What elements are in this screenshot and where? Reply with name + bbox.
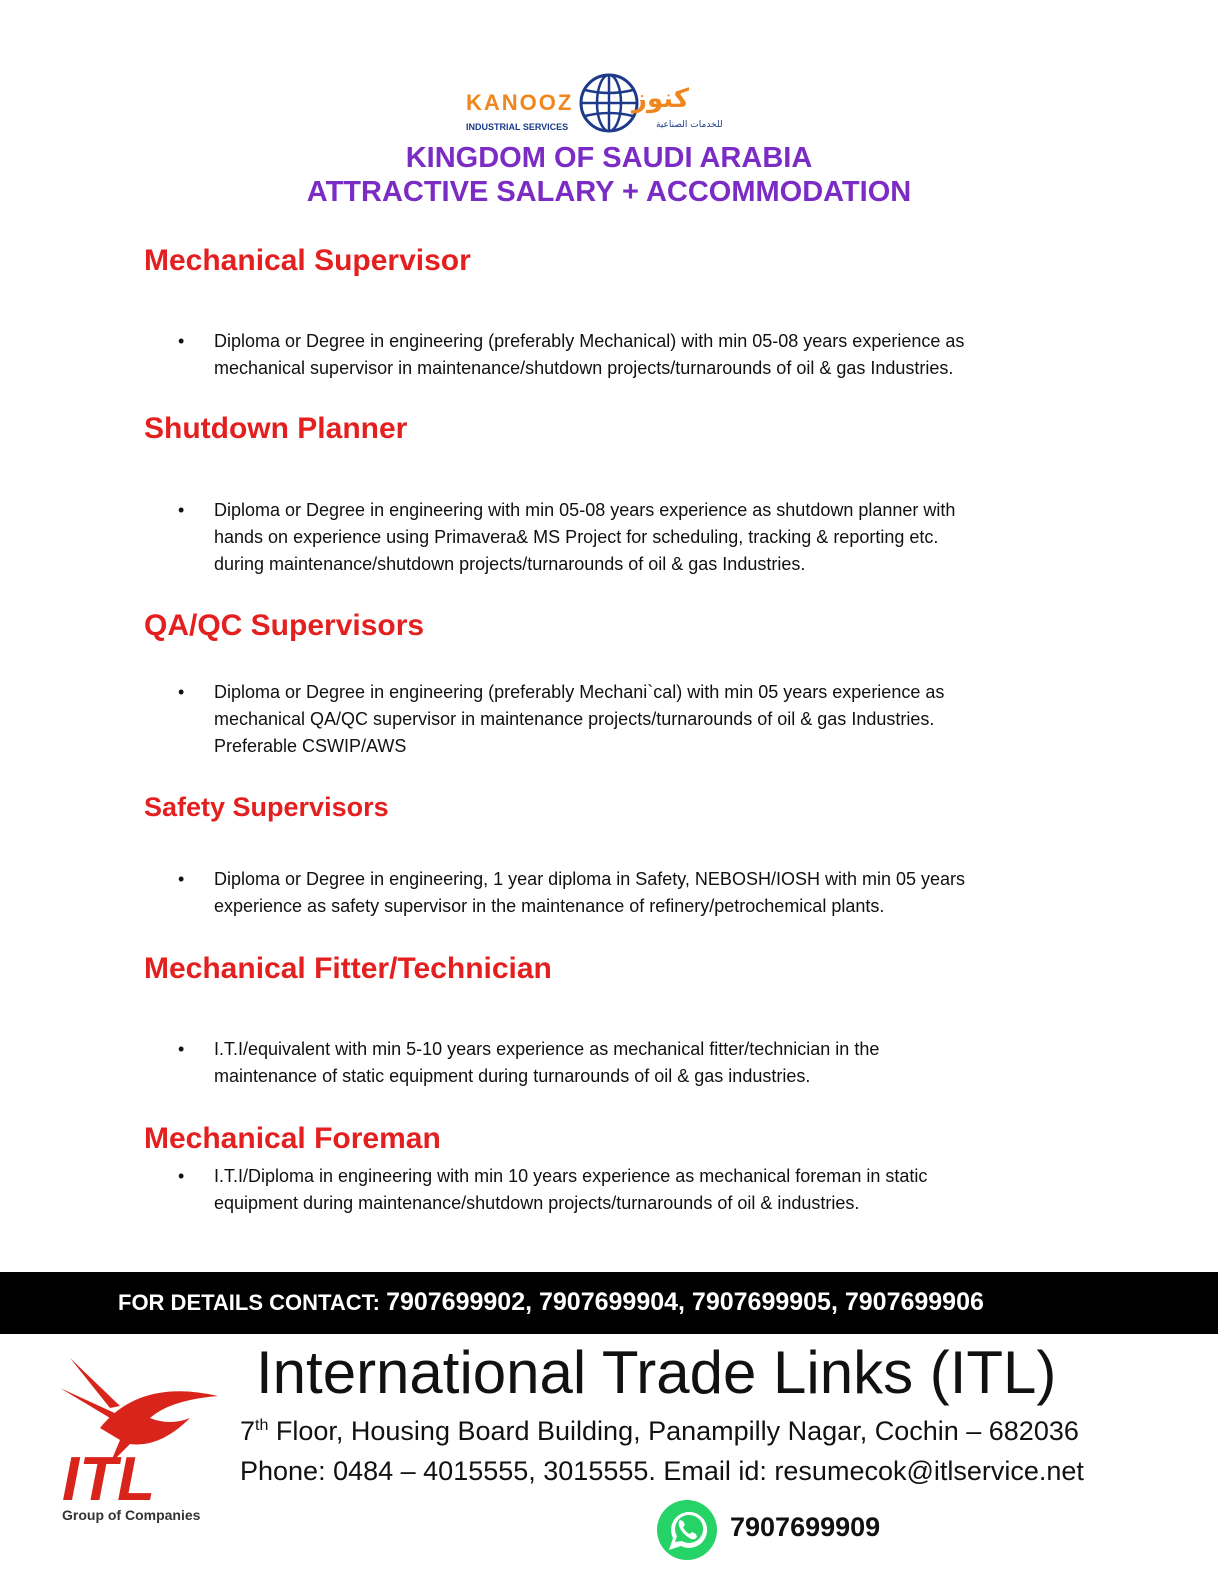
description-line: Diploma or Degree in engineering, 1 year diploma in Safety, NEBOSH/IOSH with min 05 years xyxy=(214,869,966,889)
job-title: Safety Supervisors xyxy=(144,792,389,822)
job-title: QA/QC Supervisors xyxy=(144,609,425,642)
company-phone-email: Phone: 0484 – 4015555, 3015555. Email id: resumecok@itlservice.net xyxy=(240,1456,1084,1486)
description-line: mechanical supervisor in maintenance/shutdown projects/turnarounds of oil & gas Industries. xyxy=(214,358,954,378)
job-title: Mechanical Foreman xyxy=(144,1122,441,1155)
kanooz-name-en: KANOOZ xyxy=(466,90,574,115)
job-title: Shutdown Planner xyxy=(144,412,408,445)
address-rest: Floor, Housing Board Building, Panampilly Nagar, Cochin – 682036 xyxy=(268,1416,1079,1446)
company-name: International Trade Links (ITL) xyxy=(256,1339,1057,1406)
description-line: hands on experience using Primavera& MS Project for scheduling, tracking & reporting etc. xyxy=(214,527,939,547)
globe-icon xyxy=(578,72,640,134)
job-description xyxy=(178,1036,1058,1090)
address-floor-number: 7 xyxy=(240,1416,256,1446)
job-description xyxy=(178,328,1058,382)
description-line: during maintenance/shutdown projects/turnarounds of oil & gas Industries. xyxy=(214,554,806,574)
itl-logo-subtitle: Group of Companies xyxy=(62,1507,201,1523)
description-line: I.T.I/equivalent with min 5-10 years experience as mechanical fitter/technician in the xyxy=(214,1039,880,1059)
kanooz-logo xyxy=(460,70,760,136)
description-line: experience as safety supervisor in the maintenance of refinery/petrochemical plants. xyxy=(214,896,885,916)
kanooz-subtitle-en: INDUSTRIAL SERVICES xyxy=(466,122,569,132)
contact-numbers: 7907699902, 7907699904, 7907699905, 7907699906 xyxy=(386,1288,984,1316)
description-line: Diploma or Degree in engineering (preferably Mechanical) with min 05-08 years experience as xyxy=(214,331,965,351)
contact-bar xyxy=(0,1272,1218,1334)
contact-label: FOR DETAILS CONTACT: xyxy=(118,1290,380,1315)
job-description xyxy=(178,1163,1058,1217)
bullet-icon: • xyxy=(178,1166,185,1186)
description-line: equipment during maintenance/shutdown projects/turnarounds of oil & industries. xyxy=(214,1193,860,1213)
bullet-icon: • xyxy=(178,500,185,520)
address-floor-suffix: th xyxy=(255,1417,269,1434)
kanooz-subtitle-ar: للخدمات الصناعية xyxy=(656,120,723,130)
bullet-icon: • xyxy=(178,869,185,889)
description-line: maintenance of static equipment during turnarounds of oil & gas industries. xyxy=(214,1066,811,1086)
bullet-icon: • xyxy=(178,1039,185,1059)
description-line: mechanical QA/QC supervisor in maintenance projects/turnarounds of oil & gas Industries. xyxy=(214,709,935,729)
itl-logo-text: ITL xyxy=(62,1445,155,1514)
job-description xyxy=(178,497,1058,578)
job-title: Mechanical Fitter/Technician xyxy=(144,952,552,985)
company-address xyxy=(240,1416,1079,1447)
job-description xyxy=(178,679,1058,760)
description-line: Diploma or Degree in engineering (preferably Mechani`cal) with min 05 years experience as xyxy=(214,682,945,702)
itl-logo xyxy=(40,1348,230,1528)
description-line: I.T.I/Diploma in engineering with min 10 years experience as mechanical foreman in static xyxy=(214,1166,928,1186)
headline-benefits: ATTRACTIVE SALARY + ACCOMMODATION xyxy=(306,176,912,208)
description-line: Diploma or Degree in engineering with min 05-08 years experience as shutdown planner with xyxy=(214,500,956,520)
description-line: Preferable CSWIP/AWS xyxy=(214,736,407,756)
whatsapp-number: 7907699909 xyxy=(730,1512,881,1542)
bullet-icon: • xyxy=(178,682,185,702)
bullet-icon: • xyxy=(178,331,185,351)
job-description xyxy=(178,866,1058,920)
headline-country: KINGDOM OF SAUDI ARABIA xyxy=(405,142,813,174)
job-title: Mechanical Supervisor xyxy=(144,244,471,277)
whatsapp-icon xyxy=(655,1498,719,1562)
kanooz-name-ar: كنوز xyxy=(632,84,690,114)
